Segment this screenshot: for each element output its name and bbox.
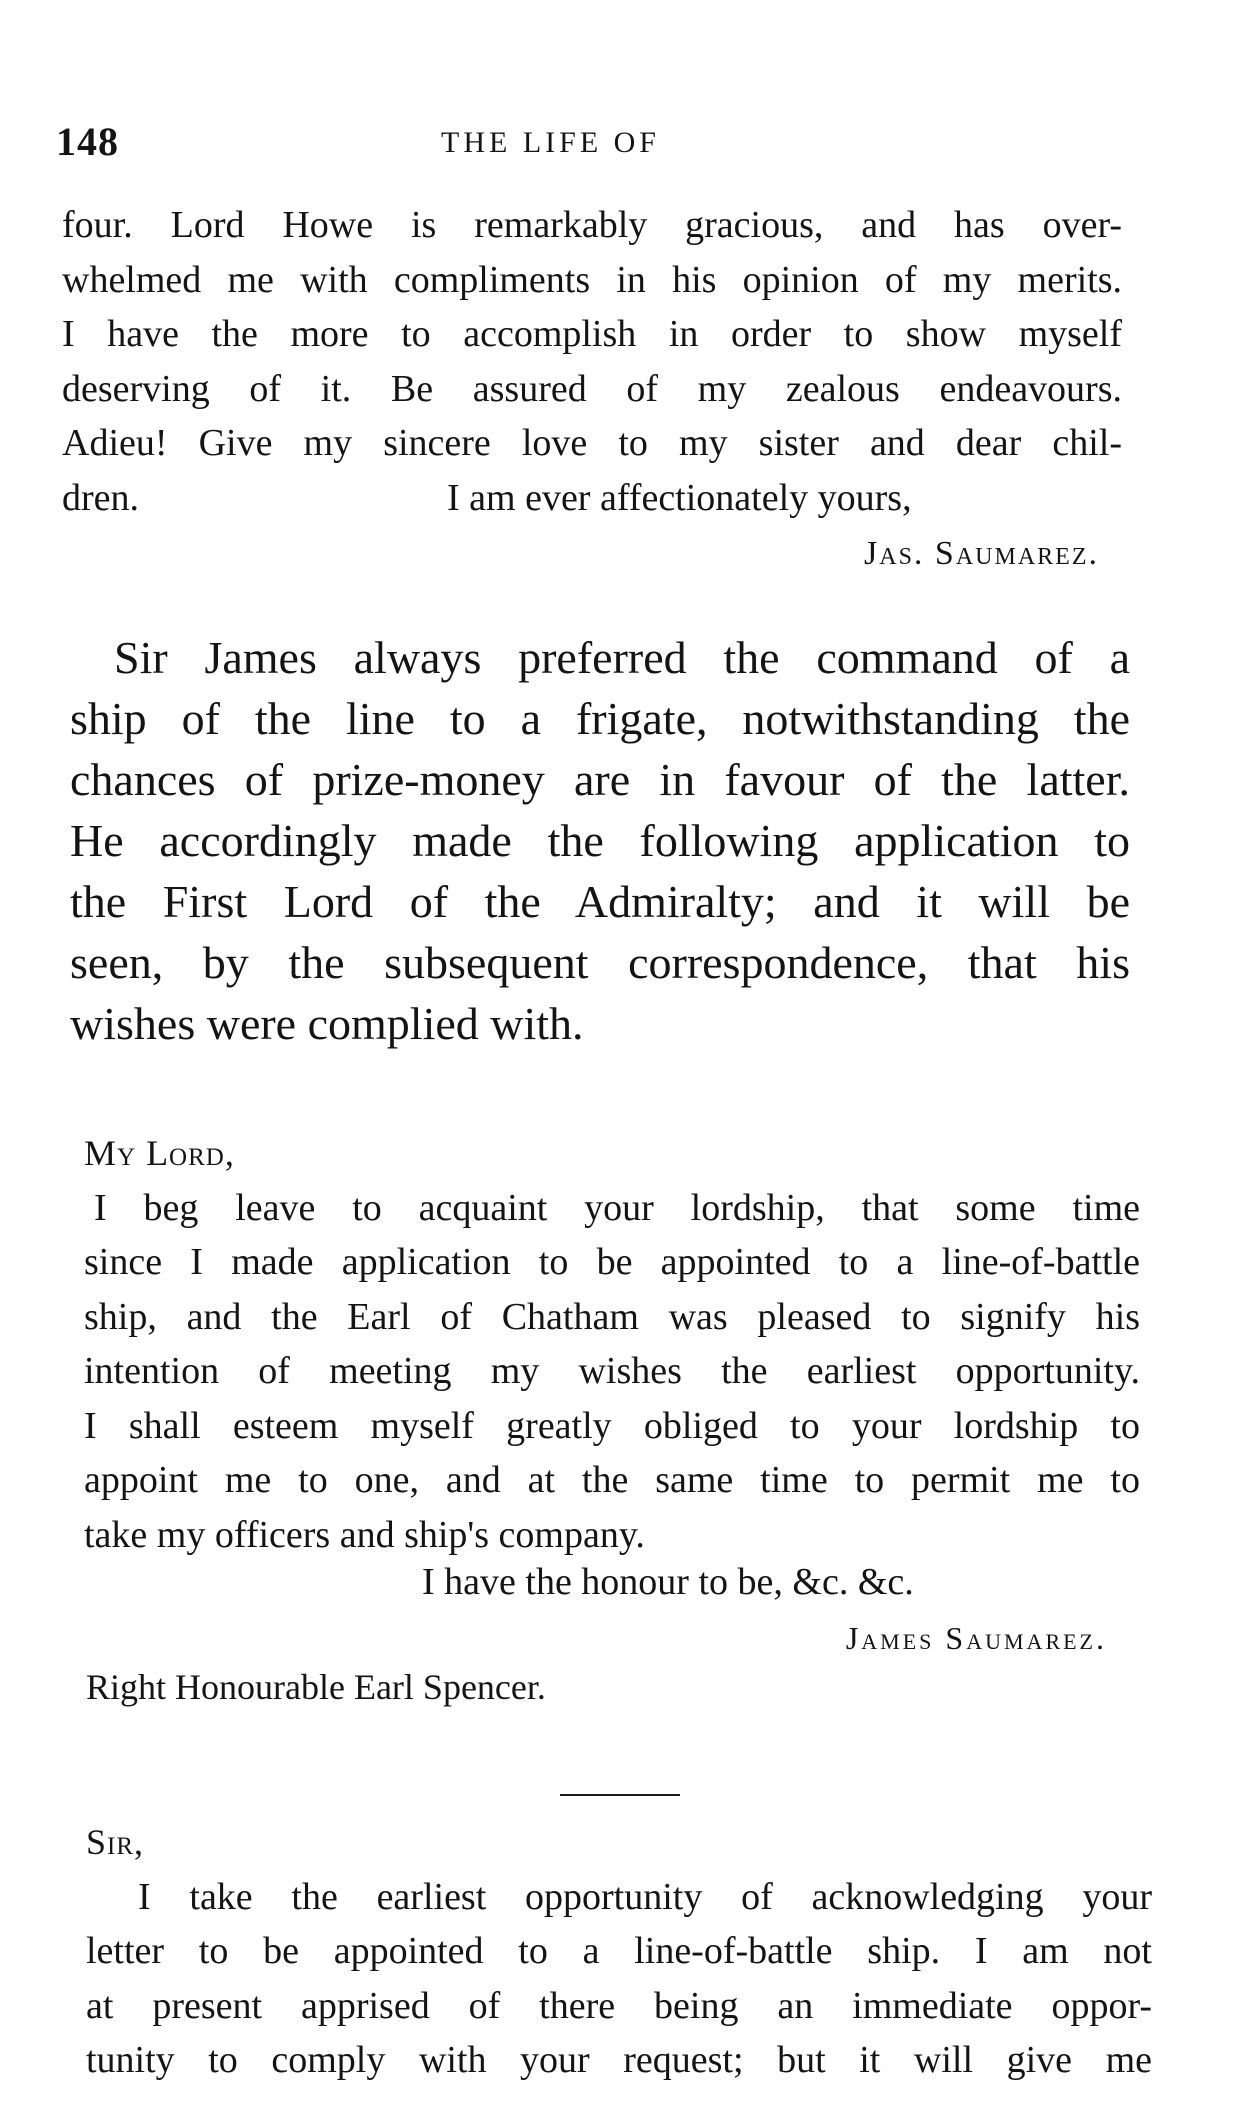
text-line: He accordingly made the following application to [70,815,1130,866]
text-line: Adieu! Give my sincere love to my sister and dear chil- [62,422,1122,464]
text-line-start: dren. [62,476,140,519]
text-line: at present apprised of there being an immediate oppor- [86,1984,1152,2027]
text-line: since I made application to be appointed to a line-of-battle [84,1241,1140,1283]
letter-one-closing: I am ever affectionately yours, [447,476,912,519]
salutation: My Lord, [84,1133,235,1173]
text-line [62,471,1122,526]
letter-three-body [86,1815,1152,2088]
letter-one-body [62,198,1122,525]
text-line: seen, by the subsequent correspondence, that his [70,937,1130,988]
text-line: ship of the line to a frigate, notwithstanding the [70,693,1130,744]
text-line: chances of prize-money are in favour of the latter. [70,754,1130,805]
letter-two-closing: I have the honour to be, &c. &c. [422,1561,914,1603]
text-line: tunity to comply with your request; but it will give me [86,2039,1152,2081]
text-line: letter to be appointed to a line-of-battle ship. I am not [86,1930,1152,1972]
page-number: 148 [56,119,119,164]
text-line: take my officers and ship's company. [84,1513,645,1556]
letter-two-addressee: Right Honourable Earl Spencer. [86,1667,546,1707]
text-line: four. Lord Howe is remarkably gracious, and has over- [62,204,1122,246]
text-line: I shall esteem myself greatly obliged to your lordship to [84,1404,1140,1447]
running-head: THE LIFE OF [441,126,660,159]
salutation: Sir, [86,1822,145,1862]
text-line: whelmed me with compliments in his opinion of my merits. [62,258,1122,301]
narrative-paragraph [70,627,1130,1054]
text-line: deserving of it. Be assured of my zealous endeavours. [62,367,1122,410]
text-line: Sir James always preferred the command of a [114,632,1130,683]
section-divider [560,1794,680,1796]
text-line: appoint me to one, and at the same time to permit me to [84,1459,1140,1501]
page-header [56,118,1126,168]
text-line: I beg leave to acquaint your lordship, that some time [94,1186,1140,1229]
text-line: I have the more to accomplish in order to show myself [62,313,1122,355]
letter-one-signature: Jas. Saumarez. [864,535,1099,572]
text-line: wishes were complied with. [70,998,584,1049]
text-line: intention of meeting my wishes the earliest opportunity. [84,1350,1140,1392]
text-line: the First Lord of the Admiralty; and it will be [70,876,1130,927]
text-line: I take the earliest opportunity of acknowledging your [138,1875,1152,1918]
text-line: ship, and the Earl of Chatham was pleased to signify his [84,1295,1140,1338]
letter-two-body [84,1126,1140,1562]
letter-two-signature: James Saumarez. [845,1620,1107,1656]
